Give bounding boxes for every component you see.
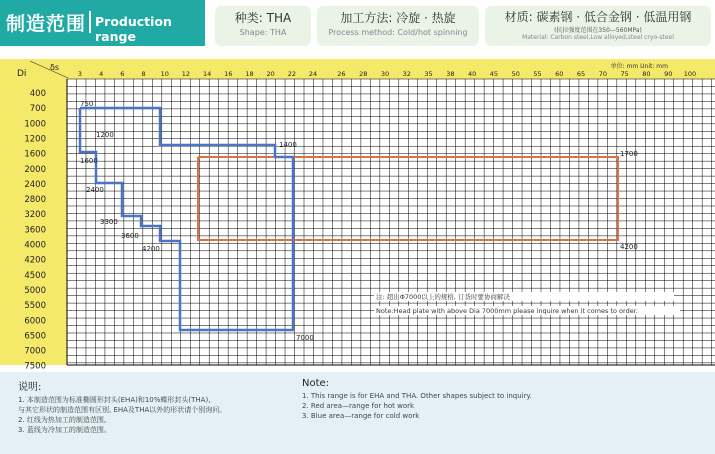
- x-tick-label: 16: [224, 70, 233, 78]
- x-tick-label: 10: [160, 70, 169, 78]
- unit-label: 单位: mm Unit: mm: [610, 63, 668, 70]
- x-tick-label: 35: [424, 70, 433, 78]
- notes-english-line: 2. Red area—range for hot work: [302, 402, 415, 410]
- notes-chinese: [18, 378, 226, 435]
- x-tick-label: 28: [359, 70, 368, 78]
- y-tick-label: 5000: [24, 285, 46, 296]
- x-tick-label: 4: [99, 70, 104, 78]
- blue-label-1200: 1200: [96, 131, 114, 139]
- y-tick-label: 6500: [24, 331, 46, 342]
- y-tick-label: 3600: [24, 225, 46, 236]
- blue-label-3300: 3300: [100, 218, 118, 226]
- title-chinese: 制造范围: [6, 13, 87, 35]
- process-method-label: 加工方法: 冷旋 · 热旋: [340, 11, 456, 25]
- x-tick-label: 18: [245, 70, 254, 78]
- x-tick-label: 20: [266, 70, 275, 78]
- x-tick-label: 90: [664, 70, 673, 78]
- x-tick-label: 8: [141, 70, 146, 78]
- x-tick-label: 30: [380, 70, 390, 78]
- process-method-sub: Process method: Cold/hot spinning: [328, 28, 468, 37]
- y-tick-label: 7000: [24, 346, 46, 357]
- x-tick-label: 45: [489, 70, 499, 78]
- title-english: Production range: [95, 14, 172, 44]
- notes-chinese-line: 与其它形状的制造范围有区别, EHA及THA以外的形状请个别询问。: [18, 406, 227, 414]
- y-tick-label: 7500: [24, 361, 46, 370]
- notes-chinese-line: 1. 本制造范围为标准椭圆形封头(EHA)和10%蝶形封头(THA),: [18, 396, 211, 404]
- x-tick-label: 3: [77, 70, 83, 78]
- blue-label-2400: 2400: [86, 186, 104, 194]
- production-range-chart: [0, 48, 715, 370]
- corner-di-label: Di: [17, 69, 27, 79]
- notes-footer: [0, 372, 715, 454]
- notes-english-line: 1. This range is for EHA and THA. Other shapes subject to inquiry.: [302, 392, 532, 400]
- blue-label-4200: 4200: [142, 245, 160, 253]
- y-tick-label: 2000: [24, 164, 46, 175]
- x-tick-label: 50: [511, 70, 520, 78]
- blue-label-7000: 7000: [296, 334, 314, 342]
- x-tick-label: 65: [576, 70, 586, 78]
- x-tick-label: 55: [533, 70, 542, 78]
- material-label: 材质: 碳素钢 · 低合金钢 · 低温用钢: [504, 10, 692, 24]
- x-tick-label: 32: [402, 70, 411, 78]
- notes-chinese-line: 2. 红线为热加工的制造范围。: [18, 416, 111, 424]
- shape-type-label: 种类: THA: [234, 11, 292, 25]
- x-tick-label: 70: [598, 70, 607, 78]
- x-tick-label: 38: [446, 70, 455, 78]
- x-tick-label: 14: [202, 70, 212, 78]
- blue-label-1400: 1400: [279, 141, 297, 149]
- x-tick-label: 6: [120, 70, 125, 78]
- x-tick-label: 26: [337, 70, 346, 78]
- x-tick-label: 80: [642, 70, 651, 78]
- y-tick-label: 3200: [24, 210, 46, 221]
- y-tick-label: 4200: [24, 255, 46, 266]
- material-sub-strength: (抗拉强度范围在350—560MPa): [554, 27, 642, 34]
- y-tick-label: 1000: [24, 119, 46, 130]
- x-tick-label: 22: [287, 70, 296, 78]
- blue-label-1600: 1600: [80, 157, 98, 165]
- y-tick-label: 1200: [24, 134, 46, 145]
- notes-chinese-heading: 说明:: [18, 382, 42, 393]
- blue-label-750: 750: [80, 100, 94, 108]
- y-tick-label: 700: [29, 104, 46, 115]
- material-box: [485, 6, 711, 46]
- y-tick-label: 2800: [24, 195, 46, 206]
- x-tick-label: 60: [555, 70, 564, 78]
- notes-english: [302, 378, 532, 421]
- process-method-box: [317, 6, 479, 46]
- y-tick-label: 400: [29, 89, 46, 99]
- shape-type-sub: Shape: THA: [239, 28, 287, 37]
- note-chinese: 注: 超出Φ7000以上的规格, 订货时要协商解决: [376, 293, 511, 301]
- material-sub-english: Material: Carbon steel,Low alloyed,steel cryo-steel: [522, 34, 674, 41]
- section-title-banner: [0, 0, 205, 46]
- y-tick-label: 4000: [24, 240, 46, 251]
- y-tick-label: 1600: [24, 149, 46, 160]
- y-tick-label: 5500: [24, 301, 46, 312]
- notes-chinese-line: 3. 蓝线为冷加工的制造范围。: [18, 426, 111, 434]
- thickness-axis-band: [0, 59, 715, 79]
- title-divider: [89, 11, 91, 33]
- notes-english-heading: Note:: [302, 378, 330, 389]
- red-label-4200: 4200: [620, 243, 638, 251]
- y-tick-label: 4500: [24, 270, 46, 281]
- shape-type-box: [215, 6, 311, 46]
- red-label-1700: 1700: [620, 150, 638, 158]
- y-tick-label: 2400: [24, 179, 46, 190]
- y-tick-label: 6000: [24, 316, 46, 327]
- note-english: Note:Head plate with above Dia 7000mm please inquire when it comes to order.: [376, 307, 638, 315]
- corner-delta-label: δs: [50, 63, 60, 72]
- x-tick-label: 75: [620, 70, 629, 78]
- x-tick-label: 40: [468, 70, 477, 78]
- x-tick-label: 100: [683, 70, 697, 78]
- x-tick-label: 12: [181, 70, 191, 78]
- notes-english-line: 3. Blue area—range for cold work: [302, 412, 420, 420]
- blue-label-3600: 3600: [121, 232, 139, 240]
- x-tick-label: 24: [308, 70, 318, 78]
